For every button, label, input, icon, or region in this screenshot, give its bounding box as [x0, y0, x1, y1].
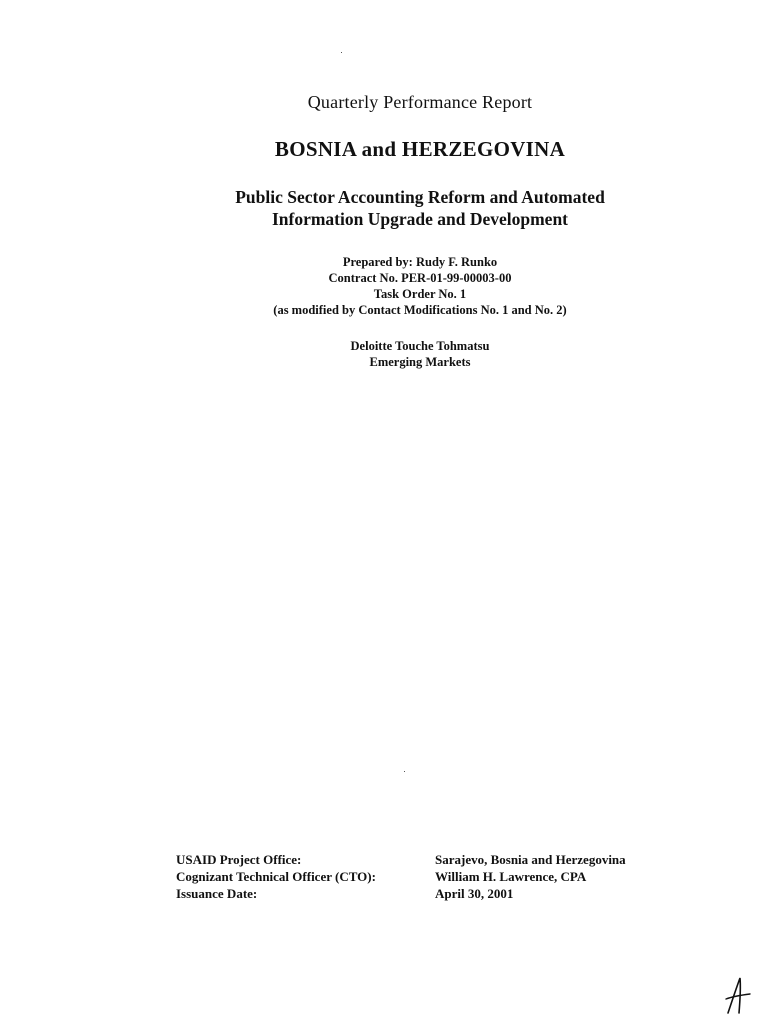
firm-name: Deloitte Touche Tohmatsu — [350, 339, 490, 353]
footer-label-office: USAID Project Office: — [176, 852, 302, 867]
report-title: Quarterly Performance Report — [307, 92, 533, 112]
country-heading: BOSNIA and HERZEGOVINA — [274, 137, 566, 161]
footer-label-cto: Cognizant Technical Officer (CTO): — [176, 869, 376, 884]
prepared-by: Prepared by: Rudy F. Runko — [342, 255, 498, 269]
modification-note: (as modified by Contact Modifications No. 1 and No. 2) — [273, 303, 567, 317]
preparation-details — [0, 254, 770, 318]
footer-label-date: Issuance Date: — [176, 886, 258, 901]
project-title-line: Information Upgrade and Development — [271, 209, 569, 229]
project-title — [0, 186, 770, 230]
contract-number: Contract No. PER-01-99-00003-00 — [328, 271, 512, 285]
footer-value-cto: William H. Lawrence, CPA — [435, 869, 587, 884]
footer-value-date: April 30, 2001 — [435, 886, 514, 901]
project-title-line: Public Sector Accounting Reform and Automated — [235, 187, 605, 207]
firm-block — [0, 338, 770, 370]
firm-division: Emerging Markets — [369, 355, 471, 369]
footer-value-office: Sarajevo, Bosnia and Herzegovina — [435, 852, 626, 867]
footer-values — [435, 851, 626, 902]
scan-speck — [404, 771, 405, 772]
handwritten-initial-mark — [722, 975, 752, 1015]
scan-speck — [341, 52, 342, 53]
footer-labels — [176, 851, 376, 902]
task-order: Task Order No. 1 — [373, 287, 467, 301]
